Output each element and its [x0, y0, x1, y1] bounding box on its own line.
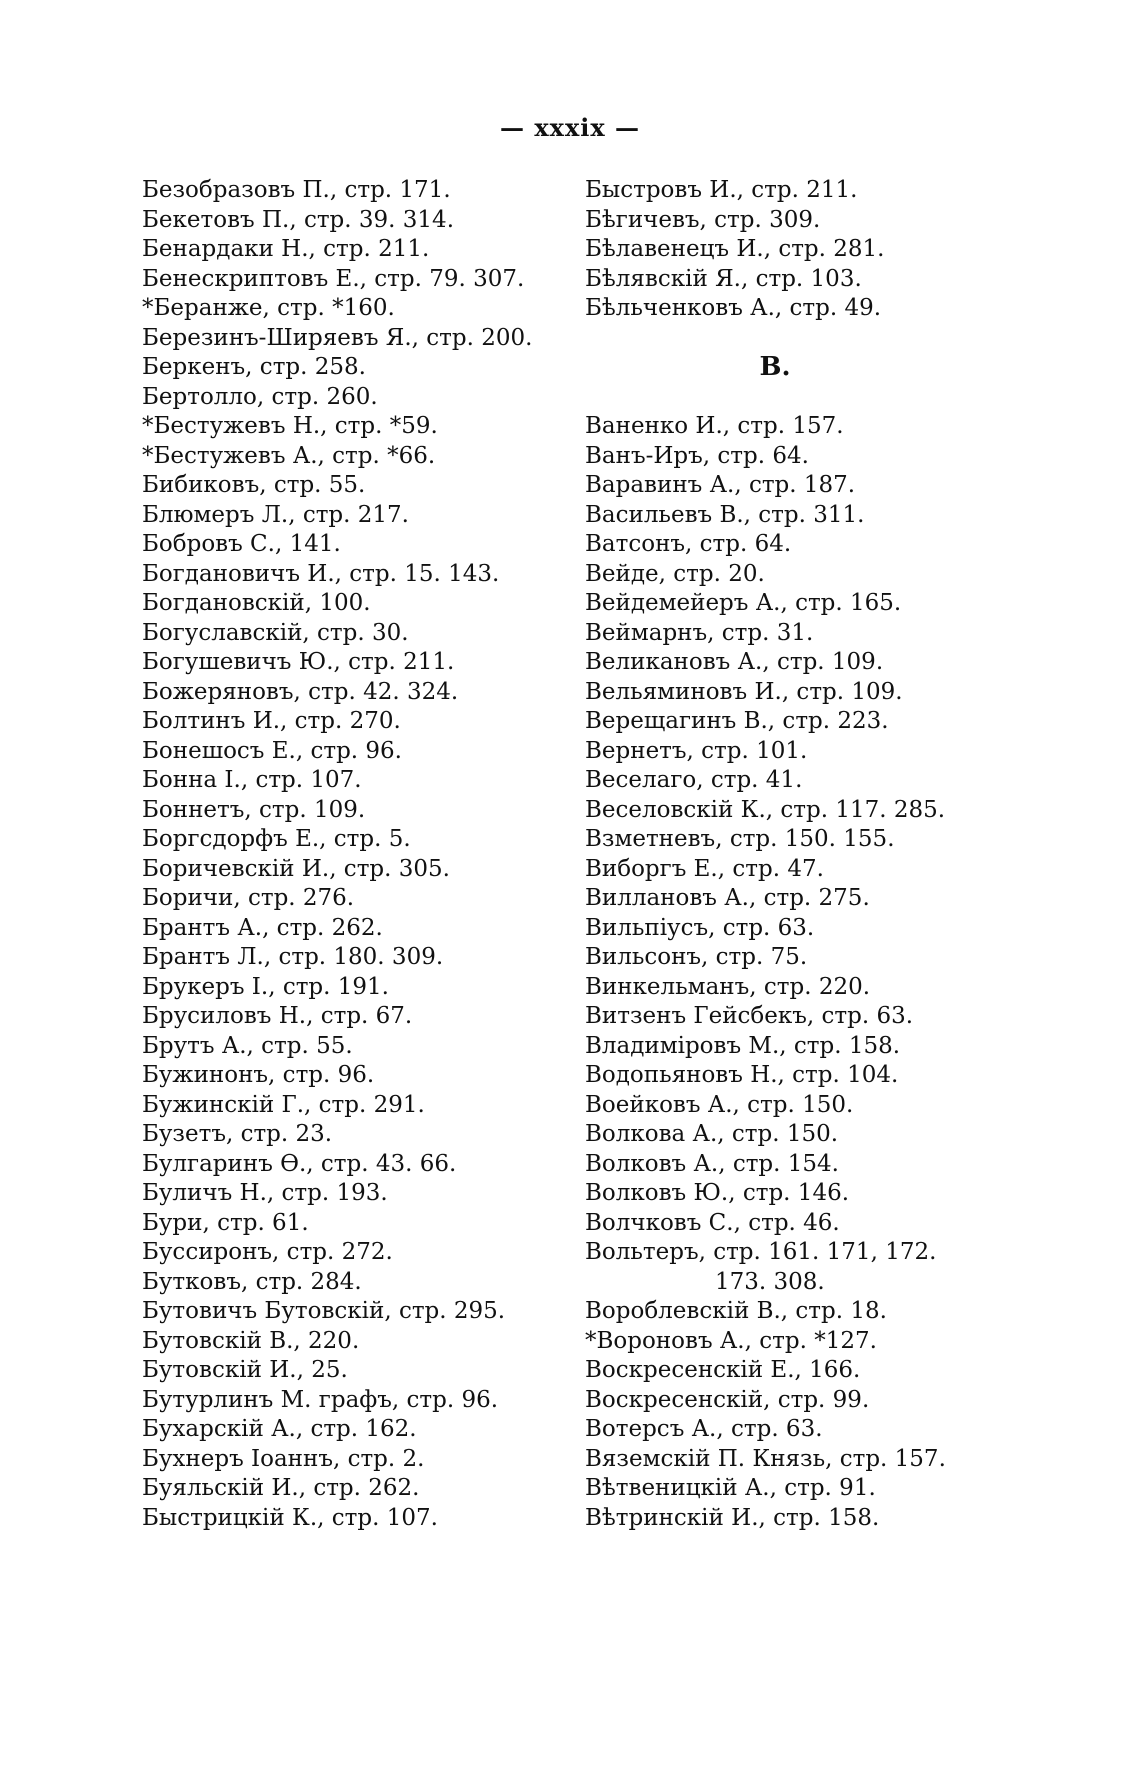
index-entry: Вороблевскій В., стр. 18. — [585, 1298, 887, 1324]
index-entry: Взметневъ, стр. 150. 155. — [585, 826, 895, 852]
index-entry: Буяльскій И., стр. 262. — [142, 1475, 420, 1501]
index-entry: Вейдемейеръ А., стр. 165. — [585, 590, 902, 616]
index-entry: Верещагинъ В., стр. 223. — [585, 708, 889, 734]
spacer — [585, 324, 1025, 354]
index-entry-continuation: 173. 308. — [715, 1268, 825, 1295]
index-entry: Болтинъ И., стр. 270. — [142, 708, 401, 734]
index-entry: Вяземскій П. Князь, стр. 157. — [585, 1445, 946, 1472]
index-entry: Варавинъ А., стр. 187. — [585, 472, 856, 498]
index-entry: Бутовскій И., 25. — [142, 1357, 348, 1383]
index-entry: Боричевскій И., стр. 305. — [142, 855, 450, 882]
index-entry: Березинъ-Ширяевъ Я., стр. 200. — [142, 324, 533, 351]
index-entry: Веселовскій К., стр. 117. 285. — [585, 796, 946, 823]
index-column-left — [142, 176, 582, 1533]
index-entry: Брусиловъ Н., стр. 67. — [142, 1003, 413, 1029]
section-letter-heading: В. — [759, 352, 791, 382]
index-entry: Бужинскій Г., стр. 291. — [142, 1091, 425, 1118]
index-entry: Брутъ А., стр. 55. — [142, 1032, 353, 1059]
index-entry: Ваненко И., стр. 157. — [585, 413, 844, 439]
index-entry: Богдановскій, 100. — [142, 590, 371, 616]
index-entry: Булгаринъ Ѳ., стр. 43. 66. — [142, 1150, 457, 1177]
index-entry: Васильевъ В., стр. 311. — [585, 501, 865, 528]
index-entry: *Беранже, стр. *160. — [142, 295, 395, 321]
index-entry: Брантъ Л., стр. 180. 309. — [142, 944, 444, 970]
index-entry: Волчковъ С., стр. 46. — [585, 1209, 840, 1236]
index-entry: Бузетъ, стр. 23. — [142, 1121, 333, 1147]
index-entry: Бертолло, стр. 260. — [142, 383, 378, 410]
index-entry: Вѣтвеницкій А., стр. 91. — [585, 1475, 876, 1501]
index-entry: Божеряновъ, стр. 42. 324. — [142, 678, 459, 705]
index-entry: Блюмеръ Л., стр. 217. — [142, 501, 409, 528]
index-entry: Волковъ Ю., стр. 146. — [585, 1180, 850, 1206]
index-entry: Владиміровъ М., стр. 158. — [585, 1032, 901, 1059]
index-entry: Буссиронъ, стр. 272. — [142, 1239, 393, 1265]
index-entry: Бутовичъ Бутовскій, стр. 295. — [142, 1298, 506, 1324]
index-entry: Вельяминовъ И., стр. 109. — [585, 678, 903, 705]
index-entry: Бутурлинъ М. графъ, стр. 96. — [142, 1386, 499, 1413]
index-entry: Бонешосъ Е., стр. 96. — [142, 737, 402, 764]
index-entry: Ватсонъ, стр. 64. — [585, 531, 792, 557]
index-entry: Богдановичъ И., стр. 15. 143. — [142, 560, 500, 587]
index-entry: *Бестужевъ Н., стр. *59. — [142, 413, 438, 439]
index-entry: Беркенъ, стр. 258. — [142, 354, 366, 380]
index-entry: Вильсонъ, стр. 75. — [585, 944, 808, 970]
index-entry: Витзенъ Гейсбекъ, стр. 63. — [585, 1003, 914, 1029]
index-entry: Волковъ А., стр. 154. — [585, 1150, 839, 1177]
index-entry: Быстрицкій К., стр. 107. — [142, 1504, 438, 1531]
index-entry: Воскресенскій Е., 166. — [585, 1357, 861, 1383]
index-entry: Бѣлавенецъ И., стр. 281. — [585, 236, 885, 262]
index-entry: Водопьяновъ Н., стр. 104. — [585, 1062, 899, 1088]
index-entry: Бужинонъ, стр. 96. — [142, 1062, 375, 1088]
page-number: — xxxix — — [499, 113, 641, 142]
index-entry: Виборгъ Е., стр. 47. — [585, 855, 824, 882]
index-entry: Веселаго, стр. 41. — [585, 767, 803, 793]
index-entry: Вейде, стр. 20. — [585, 560, 765, 587]
index-entry: Вотерсъ А., стр. 63. — [585, 1416, 823, 1442]
index-entry: Волкова А., стр. 150. — [585, 1121, 839, 1147]
index-entry: Боричи, стр. 276. — [142, 885, 355, 911]
index-entry: Бутковъ, стр. 284. — [142, 1268, 362, 1295]
index-entry: Брантъ А., стр. 262. — [142, 914, 383, 941]
index-entry: Бибиковъ, стр. 55. — [142, 472, 366, 498]
index-entry: Вѣтринскій И., стр. 158. — [585, 1504, 880, 1531]
index-entry: Боргсдорфъ Е., стр. 5. — [142, 826, 411, 852]
index-entry: *Вороновъ А., стр. *127. — [585, 1327, 877, 1354]
index-entry: Богуславскій, стр. 30. — [142, 619, 409, 646]
index-entry: Буличъ Н., стр. 193. — [142, 1180, 388, 1206]
index-entry: Боннетъ, стр. 109. — [142, 796, 366, 823]
index-entry: Бенардаки Н., стр. 211. — [142, 236, 430, 262]
index-entry: Вернетъ, стр. 101. — [585, 737, 808, 764]
index-entry: Бекетовъ П., стр. 39. 314. — [142, 206, 455, 233]
index-entry: Бѣлявскій Я., стр. 103. — [585, 265, 862, 292]
index-entry: Винкельманъ, стр. 220. — [585, 973, 871, 1000]
index-entry: Воскресенскій, стр. 99. — [585, 1386, 870, 1413]
index-entry: Бѣльченковъ А., стр. 49. — [585, 295, 882, 321]
index-entry: Бонна І., стр. 107. — [142, 767, 362, 793]
index-entry: Безобразовъ П., стр. 171. — [142, 177, 451, 203]
index-entry: Бобровъ С., 141. — [142, 531, 341, 557]
index-entry: Воейковъ А., стр. 150. — [585, 1091, 854, 1118]
index-entry: Ванъ-Иръ, стр. 64. — [585, 442, 809, 469]
index-entry: Виллановъ А., стр. 275. — [585, 885, 870, 911]
index-entry: Быстровъ И., стр. 211. — [585, 177, 858, 203]
index-entry: Бутовскій В., 220. — [142, 1327, 360, 1354]
index-entry: *Бестужевъ А., стр. *66. — [142, 442, 436, 469]
index-entry: Вильпіусъ, стр. 63. — [585, 914, 815, 941]
index-entry: Бухнеръ Іоаннъ, стр. 2. — [142, 1445, 425, 1472]
index-entry: Бухарскій А., стр. 162. — [142, 1416, 417, 1442]
index-entry: Великановъ А., стр. 109. — [585, 649, 884, 675]
index-entry: Веймарнъ, стр. 31. — [585, 619, 814, 646]
index-column-right — [585, 176, 1025, 1533]
index-entry: Бенескриптовъ Е., стр. 79. 307. — [142, 265, 525, 292]
index-entry: Брукеръ І., стр. 191. — [142, 973, 389, 1000]
index-entry: Богушевичъ Ю., стр. 211. — [142, 649, 455, 675]
spacer — [585, 383, 1025, 413]
index-entry: Бури, стр. 61. — [142, 1209, 309, 1236]
index-entry: Бѣгичевъ, стр. 309. — [585, 206, 821, 233]
index-entry: Вольтеръ, стр. 161. 171, 172. — [585, 1239, 937, 1265]
